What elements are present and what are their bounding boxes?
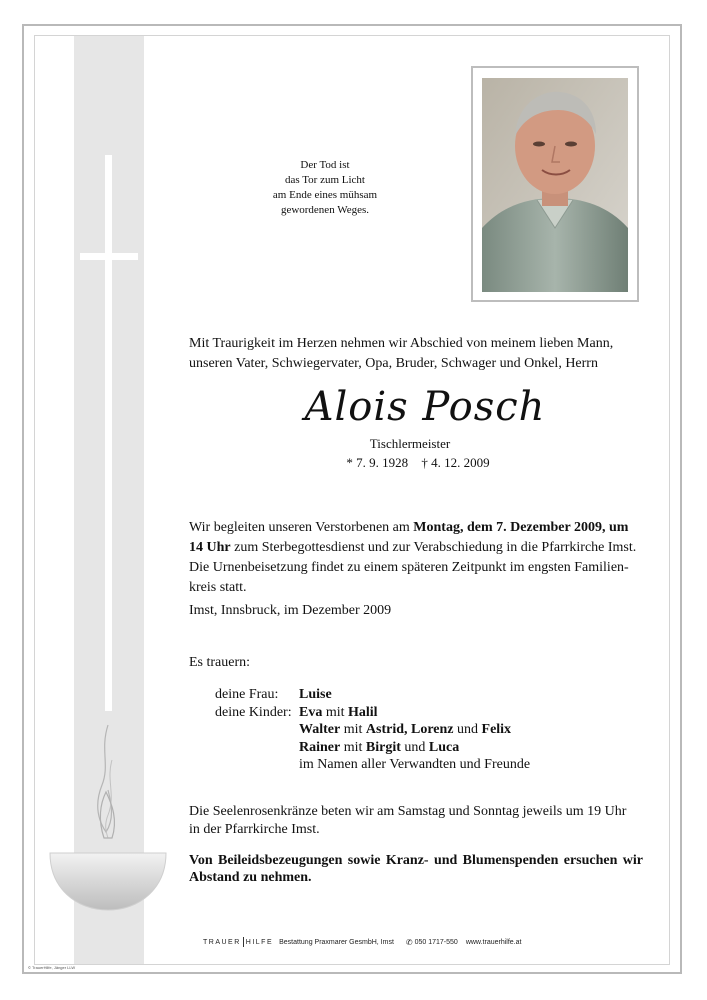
funeral-line: [189, 538, 649, 558]
mourner-name: Astrid, Lorenz: [365, 722, 454, 737]
mourner-name: Luca: [428, 739, 460, 755]
mourner-names: [299, 686, 332, 704]
logo-text-left: TRAUER: [203, 938, 241, 946]
copyright: © TrauerHilfe, Jänger LLW: [28, 965, 76, 970]
death-date: † 4. 12. 2009: [421, 455, 490, 470]
place-date: Imst, Innsbruck, im Dezember 2009: [189, 603, 392, 618]
connector: mit: [322, 704, 349, 720]
motto-line: Der Tod ist: [300, 159, 350, 171]
logo-text-right: HILFE: [245, 938, 274, 946]
relation-spacer: [215, 739, 299, 757]
company-name: Bestattung Praxmarer GesmbH, Imst: [279, 938, 394, 946]
funeral-date: Montag, dem 7. Dezember 2009, um: [413, 520, 629, 535]
mourner-names: [299, 704, 378, 722]
funeral-text: zum Sterbegottesdienst und zur Verabschiedung in die Pfarrkirche Imst.: [230, 540, 637, 555]
condolence-line: Von Beileidsbezeugungen sowie Kranz- und Blumenspenden ersuchen wir: [189, 853, 643, 868]
deceased-name: Alois Posch: [304, 384, 546, 430]
mourner-row: [215, 686, 530, 704]
funeral-time: 14 Uhr: [189, 540, 231, 555]
relation-label: deine Kinder:: [215, 704, 292, 720]
mourner-name: Halil: [348, 704, 378, 720]
mourner-row: [215, 756, 530, 774]
phone-icon: ✆: [405, 937, 413, 947]
intro-line: Mit Traurigkeit im Herzen nehmen wir Abschied von meinem lieben Mann,: [189, 336, 614, 351]
intro-text: [189, 334, 649, 374]
mourner-name: Rainer: [299, 739, 341, 755]
connector: und: [453, 722, 482, 737]
mourner-name: Walter: [299, 722, 341, 737]
connector: mit: [340, 722, 366, 737]
motto: [255, 158, 395, 218]
website-link[interactable]: www.trauerhilfe.at: [465, 938, 522, 946]
relatives-text: im Namen aller Verwandten und Freunde: [299, 757, 531, 772]
mourner-names: [299, 739, 459, 757]
funeral-line: Die Urnenbeisetzung findet zu einem späteren Zeitpunkt im engsten Familien-: [189, 560, 629, 575]
connector: und: [400, 739, 429, 755]
motto-line: am Ende eines mühsam: [272, 189, 378, 201]
funeral-text: Wir begleiten unseren Verstorbenen am: [189, 520, 414, 535]
connector: mit: [340, 739, 366, 755]
condolence-line: Abstand zu nehmen.: [189, 870, 312, 885]
deceased-profession: Tischlermeister: [369, 436, 451, 451]
candle-bowl-icon: [48, 720, 168, 915]
intro-line: unseren Vater, Schwiegervater, Opa, Bruder, Schwager und Onkel, Herrn: [189, 356, 598, 371]
relation-label: deine Frau:: [215, 687, 279, 702]
logo-divider: [243, 937, 244, 947]
cross-icon: [80, 155, 138, 711]
mourners-list: [215, 686, 530, 774]
rosary-line: in der Pfarrkirche Imst.: [189, 822, 320, 837]
rosary-line: Die Seelenrosenkränze beten wir am Samstag und Sonntag jeweils um 19 Uhr: [189, 804, 627, 819]
mourner-names: [299, 721, 511, 739]
mourner-row: [215, 739, 530, 757]
mourners-heading: Es trauern:: [189, 655, 251, 670]
relation-spacer: [215, 756, 299, 774]
funeral-line: [189, 518, 649, 538]
mourner-name: Birgit: [365, 739, 401, 755]
mourner-name: Eva: [299, 704, 323, 720]
mourner-name: Luise: [299, 687, 332, 702]
funeral-line: kreis statt.: [189, 580, 247, 595]
trauerhilfe-logo: [203, 937, 273, 947]
mourner-row: [215, 704, 530, 722]
mourner-row: [215, 721, 530, 739]
mourner-name: Felix: [481, 722, 512, 737]
rosary-notice: [189, 803, 649, 839]
condolence-notice: [189, 852, 643, 886]
portrait-photo: [482, 78, 628, 292]
birth-date: * 7. 9. 1928: [346, 455, 409, 470]
phone-number: 050 1717-550: [414, 938, 458, 946]
motto-line: gewordenen Weges.: [280, 204, 370, 216]
life-dates: [318, 455, 518, 471]
relation-spacer: [215, 721, 299, 739]
footer: [203, 934, 521, 950]
funeral-announcement: [189, 518, 649, 598]
motto-line: das Tor zum Licht: [285, 174, 365, 186]
